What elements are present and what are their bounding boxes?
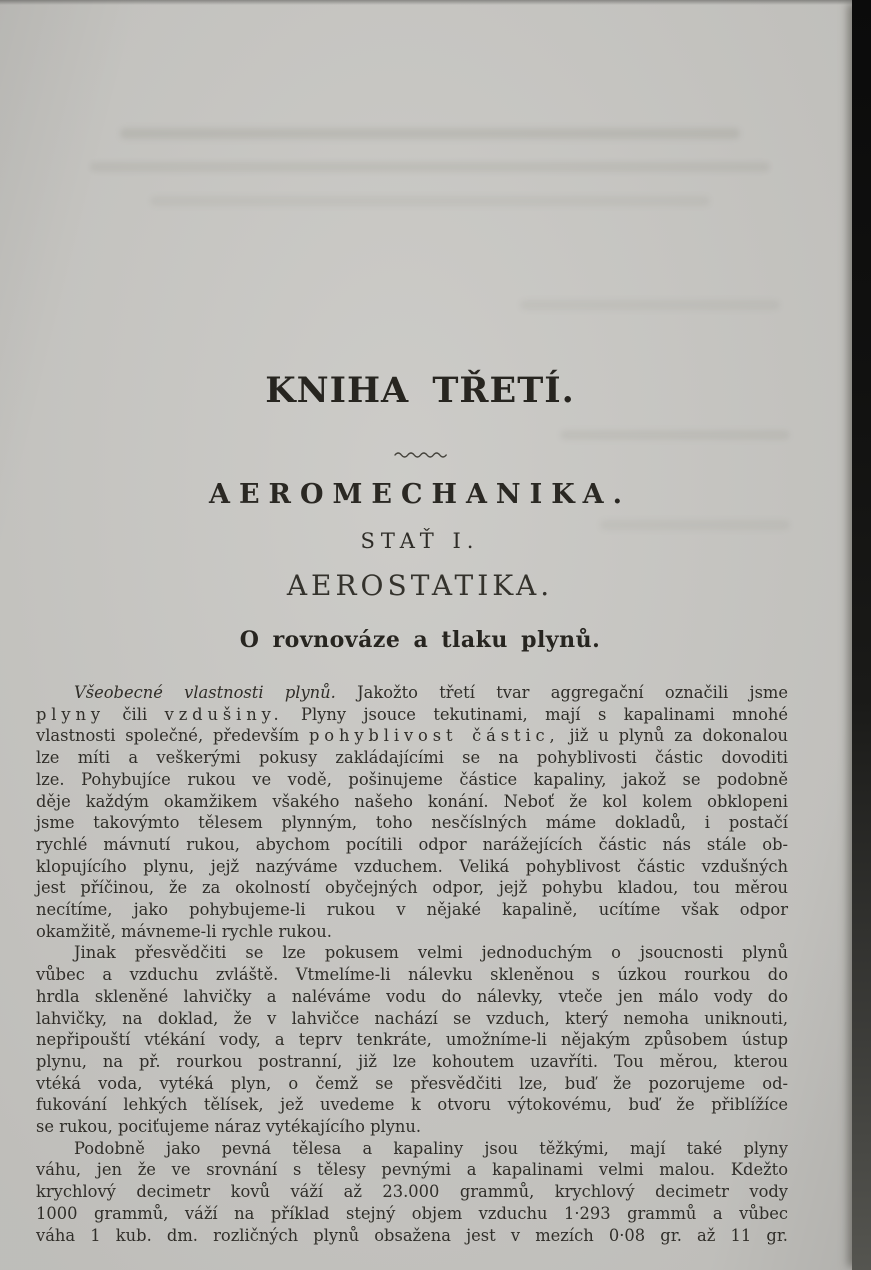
text-segment: vtéká voda, vytéká plyn, o čemž se přesvědčiti lze, buď že pozorujeme od- [36, 1073, 788, 1093]
body-text [36, 682, 788, 1246]
page-edge-shadow [852, 0, 871, 1270]
text-segment: klopujícího plynu, jejž nazýváme vzduchem. Veliká pohyblivost částic vzdušných [36, 856, 788, 876]
text-line [36, 1159, 788, 1181]
text-segment: okamžitě, mávneme-li rychle rukou. [36, 921, 332, 941]
text-line [36, 1138, 788, 1160]
text-segment: hrdla skleněné lahvičky a naléváme vodu do nálevky, vteče jen málo vody do [36, 986, 788, 1006]
text-line [36, 1225, 788, 1247]
text-segment: Podobně jako pevná tělesa a kapaliny jsou těžkými, mají také plyny [74, 1138, 788, 1158]
text-line [36, 921, 788, 943]
text-line [36, 1094, 788, 1116]
text-line [36, 899, 788, 921]
text-segment: vůbec a vzduchu zvláště. Vtmelíme-li nálevku skleněnou s úzkou rourkou do [36, 965, 788, 985]
text-segment: necítíme, jako pohybujeme-li rukou v nějaké kapalině, ucítíme však odpor [36, 900, 788, 920]
text-segment: vzdušiny. [164, 704, 284, 724]
text-line [36, 747, 788, 769]
text-segment: děje každým okamžikem všakého našeho konání. Neboť že kol kolem obklopeni [36, 791, 788, 811]
text-segment: vlastnosti společné, především [36, 726, 309, 746]
text-line [36, 834, 788, 856]
text-line [36, 791, 788, 813]
text-segment: lze. Pohybujíce rukou ve vodě, pošinujeme částice kapaliny, jakož se podobně [36, 769, 788, 789]
text-segment: lze míti a veškerými pokusy zakládajícími se na pohyblivosti částic dovoditi [36, 748, 788, 768]
text-segment: jest příčinou, že za okolností obyčejných odpor, jejž pohybu kladou, tou měrou [36, 878, 788, 898]
text-segment: lahvičky, na doklad, že v lahvičce nachází se vzduch, který nemoha uniknouti, [36, 1008, 788, 1028]
text-segment: Jakožto třetí tvar aggregační označili jsme [335, 683, 788, 702]
text-line [36, 1029, 788, 1051]
text-segment: váha 1 kub. dm. rozličných plynů obsažena jest v mezích 0·08 gr. až 11 gr. [36, 1225, 788, 1245]
text-line [36, 942, 788, 964]
bleed-through-smudge [520, 300, 780, 310]
text-line [36, 1203, 788, 1225]
text-segment: Jinak přesvědčiti se lze pokusem velmi jednoduchým o jsoucnosti plynů [74, 943, 788, 963]
scan-top-edge-shadow [0, 0, 871, 5]
text-segment: jsme takovýmto tělesem plynným, toho nesčíslných máme dokladů, i postačí [36, 813, 788, 833]
text-line [36, 769, 788, 791]
text-segment: Plyny jsouce tekutinami, mají s kapalinami mnohé [283, 704, 789, 724]
bleed-through-smudge [120, 128, 740, 139]
book-title: KNIHA TŘETÍ. [265, 370, 575, 411]
text-segment: 1000 grammů, váží na příklad stejný objem vzduchu 1·293 grammů a vůbec [36, 1203, 788, 1223]
text-segment: čili [104, 704, 165, 724]
text-line [36, 856, 788, 878]
text-line [36, 682, 788, 704]
text-line [36, 1008, 788, 1030]
text-line [36, 986, 788, 1008]
chapter-title: AEROSTATIKA. [286, 569, 554, 602]
bleed-through-smudge [90, 162, 770, 172]
text-segment: pohyblivost částic, [308, 726, 560, 746]
text-segment: rychlé mávnutí rukou, abychom pocítili odpor narážejících částic nás stále ob- [36, 834, 788, 854]
subheading: O rovnováze a tlaku plynů. [239, 627, 601, 653]
text-segment: již u plynů za dokonalou [559, 726, 788, 746]
text-line [36, 725, 788, 747]
text-line [36, 1181, 788, 1203]
text-line [36, 964, 788, 986]
bleed-through-smudge [560, 430, 790, 440]
text-segment: Všeobecné vlastnosti plynů. [74, 683, 336, 702]
text-line [36, 1051, 788, 1073]
text-segment: plynu, na př. rourkou postranní, již lze kohoutem uzavříti. Tou měrou, kterou [36, 1051, 788, 1071]
text-line [36, 812, 788, 834]
text-segment: krychlový decimetr kovů váží až 23.000 grammů, krychlový decimetr vody [36, 1182, 788, 1202]
text-line [36, 877, 788, 899]
text-segment: fukování lehkých tělísek, jež uvedeme k otvoru výtokovému, buď že přiblížíce [36, 1095, 788, 1115]
text-line [36, 1116, 788, 1138]
bleed-through-smudge [150, 196, 710, 206]
wavy-rule-ornament-icon [393, 448, 447, 460]
part-title: STAŤ I. [360, 529, 480, 553]
text-segment: nepřipouští vtékání vody, a teprv tenkráte, umožníme-li nějakým způsobem ústup [36, 1030, 788, 1050]
text-segment: váhu, jen že ve srovnání s tělesy pevnými a kapalinami velmi malou. Kdežto [36, 1160, 788, 1180]
text-line [36, 704, 788, 726]
text-segment: plyny [36, 704, 105, 724]
text-segment: se rukou, pociťujeme náraz vytékajícího plynu. [36, 1117, 422, 1137]
ornament-row [0, 443, 840, 462]
text-line [36, 1073, 788, 1095]
section-title: AEROMECHANIKA. [209, 479, 631, 510]
